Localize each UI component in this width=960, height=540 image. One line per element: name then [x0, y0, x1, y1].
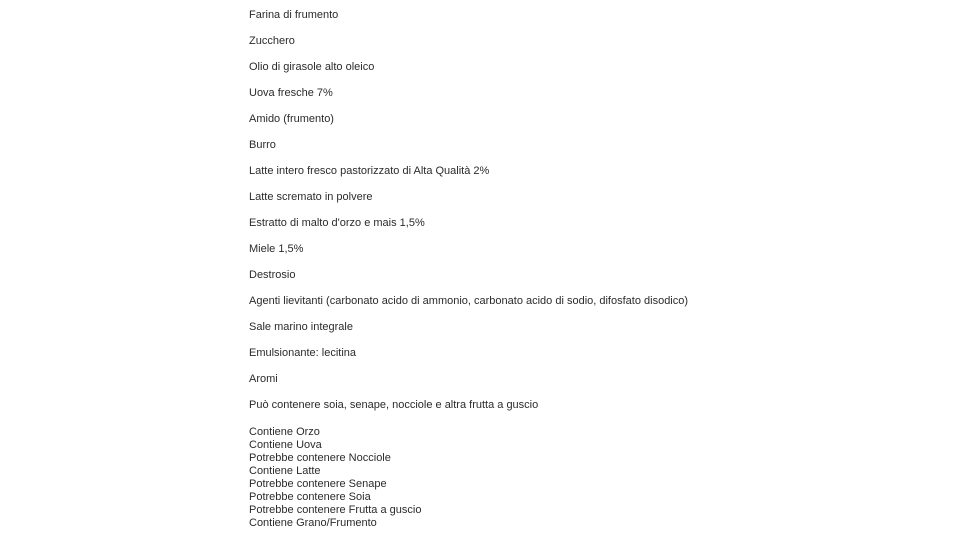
ingredient-item: Farina di frumento	[249, 9, 339, 21]
allergen-item: Potrebbe contenere Frutta a guscio	[249, 504, 422, 516]
allergen-item: Potrebbe contenere Soia	[249, 491, 371, 503]
ingredient-item: Latte intero fresco pastorizzato di Alta Qualità 2%	[249, 165, 490, 177]
allergen-item: Potrebbe contenere Nocciole	[249, 452, 391, 464]
ingredient-item: Amido (frumento)	[249, 113, 334, 125]
allergen-item: Contiene Uova	[249, 439, 322, 451]
allergen-item: Contiene Latte	[249, 465, 321, 477]
ingredient-item: Uova fresche 7%	[249, 87, 333, 99]
ingredient-item: Destrosio	[249, 269, 296, 281]
ingredient-item: Burro	[249, 139, 276, 151]
ingredient-list	[249, 9, 688, 425]
allergen-item: Contiene Grano/Frumento	[249, 517, 377, 529]
ingredient-item: Aromi	[249, 373, 278, 385]
ingredient-item: Zucchero	[249, 35, 295, 47]
ingredient-item: Emulsionante: lecitina	[249, 347, 357, 359]
ingredient-item: Estratto di malto d'orzo e mais 1,5%	[249, 217, 425, 229]
allergen-item: Potrebbe contenere Senape	[249, 478, 387, 490]
ingredient-item: Sale marino integrale	[249, 321, 353, 333]
ingredient-item: Agenti lievitanti (carbonato acido di ammonio, carbonato acido di sodio, difosfato disodico)	[249, 295, 689, 307]
allergen-item: Contiene Orzo	[249, 426, 320, 438]
ingredient-item: Miele 1,5%	[249, 243, 304, 255]
ingredient-item: Latte scremato in polvere	[249, 191, 373, 203]
ingredient-item: Olio di girasole alto oleico	[249, 61, 375, 73]
ingredient-item: Può contenere soia, senape, nocciole e altra frutta a guscio	[249, 399, 539, 411]
allergen-list	[249, 426, 421, 530]
